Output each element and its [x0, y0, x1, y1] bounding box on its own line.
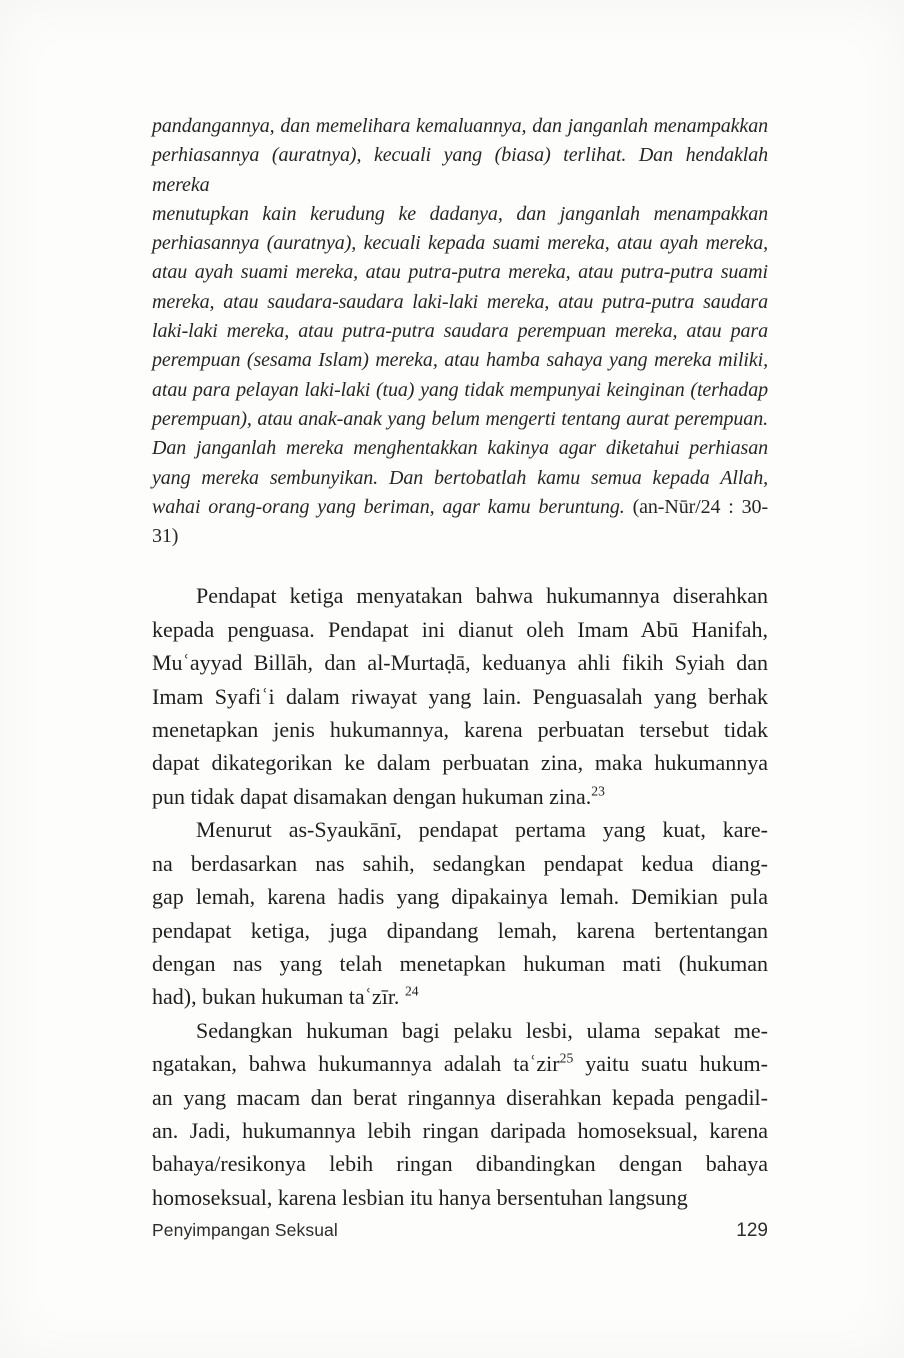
text-segment: an. Jadi, hukumannya lebih ringan daripada homoseksual, karena: [152, 1117, 768, 1143]
text-segment: perhiasannya (auratnya), kecuali kepada suami mereka, atau ayah mereka,: [152, 232, 768, 255]
text-segment: Pendapat ketiga menyatakan bahwa hukumannya diserahkan: [196, 583, 768, 609]
text-segment: Sedangkan hukuman bagi pelaku lesbi, ulama sepakat me-: [196, 1017, 768, 1043]
text-line: [152, 713, 768, 746]
text-line: [152, 1114, 768, 1147]
text-line: [152, 1014, 768, 1047]
text-segment: mereka, atau saudara-saudara laki-laki mereka, atau putra-putra saudara: [152, 290, 768, 313]
text-line: [152, 346, 768, 375]
text-segment: perhiasannya (auratnya), kecuali yang (biasa) terlihat. Dan hendaklah mereka: [152, 144, 768, 196]
text-line: [152, 780, 768, 813]
text-line: [152, 947, 768, 980]
text-line: [152, 405, 768, 434]
text-segment: pandangannya, dan memelihara kemaluannya, dan janganlah menampakkan: [152, 115, 768, 137]
text-segment: had), bukan hukuman taʿzīr.: [152, 984, 405, 1010]
text-line: [152, 579, 768, 612]
text-line: [152, 746, 768, 779]
page-number: 129: [736, 1220, 768, 1241]
text-segment: (an-Nūr/24 : 30-: [624, 495, 769, 518]
text-segment: perempuan), atau anak-anak yang belum mengerti tentang aurat perempuan.: [152, 407, 768, 430]
text-line: [152, 522, 768, 551]
text-segment: dengan nas yang telah menetapkan hukuman mati (hukuman: [152, 950, 768, 976]
text-segment: an yang macam dan berat ringannya diserahkan kepada pengadil-: [152, 1084, 768, 1110]
text-segment: atau ayah suami mereka, atau putra-putra mereka, atau putra-putra suami: [152, 261, 768, 284]
text-segment: Dan janganlah mereka menghentakkan kakinya agar diketahui perhiasan: [152, 437, 768, 460]
text-line: [152, 141, 768, 200]
text-segment: gap lemah, karena hadis yang dipakainya lemah. Demikian pula: [152, 884, 768, 910]
text-block: [152, 112, 768, 1214]
text-segment: bahaya/resikonya lebih ringan dibandingkan dengan bahaya: [152, 1151, 768, 1177]
text-segment: yaitu suatu hukum-: [573, 1051, 768, 1077]
text-segment: pendapat ketiga, juga dipandang lemah, karena bertentangan: [152, 917, 768, 943]
text-line: [152, 317, 768, 346]
text-segment: Muʿayyad Billāh, dan al-Murtaḍā, keduanya ahli fikih Syiah dan: [152, 650, 768, 676]
quran-quote-block: [152, 112, 768, 551]
text-segment: na berdasarkan nas sahih, sedangkan pendapat kedua diang-: [152, 850, 768, 876]
text-segment: homoseksual, karena lesbian itu hanya bersentuhan langsung: [152, 1184, 688, 1210]
text-line: [152, 229, 768, 258]
paragraph-2: [152, 813, 768, 1013]
paragraph-1: [152, 579, 768, 813]
text-segment: Imam Syafiʿi dalam riwayat yang lain. Penguasalah yang berhak: [152, 683, 768, 709]
paragraph-3: [152, 1014, 768, 1214]
text-segment: laki-laki mereka, atau putra-putra saudara perempuan mereka, atau para: [152, 320, 768, 343]
text-segment: dapat dikategorikan ke dalam perbuatan zina, maka hukumannya: [152, 750, 768, 776]
text-line: [152, 288, 768, 317]
text-segment: menutupkan kain kerudung ke dadanya, dan janganlah menampakkan: [152, 202, 768, 225]
text-line: [152, 646, 768, 679]
text-segment: Menurut as-Syaukānī, pendapat pertama yang kuat, kare-: [196, 817, 768, 843]
footnote-ref: 24: [404, 984, 419, 999]
text-line: [152, 880, 768, 913]
text-line: [152, 1081, 768, 1114]
text-line: [152, 980, 768, 1013]
footer: [152, 1220, 768, 1242]
text-line: [152, 613, 768, 646]
text-line: [152, 493, 768, 522]
text-segment: yang mereka sembunyikan. Dan bertobatlah kamu semua kepada Allah,: [152, 466, 768, 489]
text-segment: pun tidak dapat disamakan dengan hukuman zina.: [152, 783, 592, 809]
text-line: [152, 376, 768, 405]
footnote-ref: 23: [591, 783, 605, 799]
text-segment: kepada penguasa. Pendapat ini dianut oleh Imam Abū Hanifah,: [152, 616, 768, 642]
text-line: [152, 200, 768, 229]
text-line: [152, 1147, 768, 1180]
text-line: [152, 914, 768, 947]
footnote-ref: 25: [559, 1050, 574, 1066]
text-line: [152, 1181, 768, 1214]
text-segment: wahai orang-orang yang beriman, agar kamu beruntung.: [152, 495, 625, 518]
text-segment: ngatakan, bahwa hukumannya adalah taʿzir: [152, 1051, 560, 1077]
text-line: [152, 813, 768, 846]
text-segment: menetapkan jenis hukumannya, karena perbuatan tersebut tidak: [152, 717, 768, 743]
text-line: [152, 1047, 768, 1080]
text-line: [152, 464, 768, 493]
text-line: [152, 680, 768, 713]
text-line: [152, 112, 768, 141]
text-segment: atau para pelayan laki-laki (tua) yang tidak mempunyai keinginan (terhadap: [152, 378, 768, 401]
text-segment: perempuan (sesama Islam) mereka, atau hamba sahaya yang mereka miliki,: [152, 349, 768, 372]
text-line: [152, 434, 768, 463]
text-segment: 31): [152, 525, 179, 548]
running-title: Penyimpangan Seksual: [152, 1220, 338, 1240]
text-line: [152, 847, 768, 880]
text-line: [152, 258, 768, 287]
